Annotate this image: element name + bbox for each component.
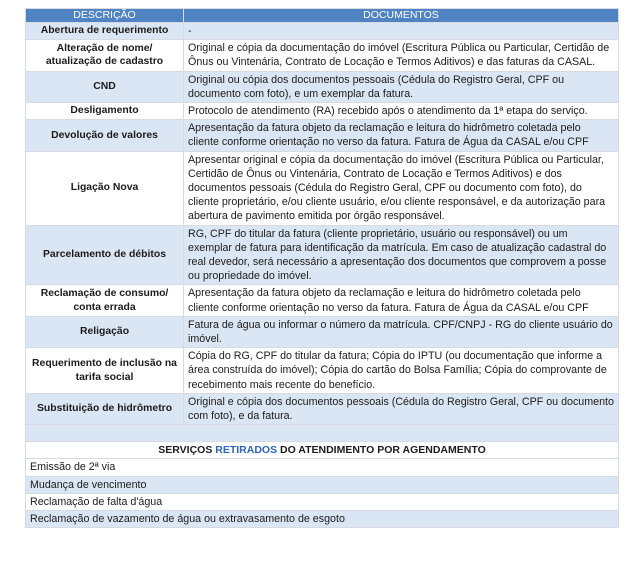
row-description: Ligação Nova	[26, 151, 184, 225]
row-documents: Original e cópia dos documentos pessoais (Cédula do Registro Geral, CPF ou documento com foto), e da fatura.	[184, 393, 619, 424]
row-documents: Protocolo de atendimento (RA) recebido após o atendimento da 1ª etapa do serviço.	[184, 103, 619, 120]
services-title-before: SERVIÇOS	[158, 444, 216, 457]
row-description: Abertura de requerimento	[26, 23, 184, 40]
row-documents: Apresentação da fatura objeto da reclamação e leitura do hidrômetro coletada pelo cliente conforme orientação no verso da fatura. Fatura de Água da CASAL e/ou CPF	[184, 285, 619, 316]
row-description: Parcelamento de débitos	[26, 225, 184, 285]
row-description: Alteração de nome/ atualização de cadastro	[26, 40, 184, 71]
service-row	[26, 476, 619, 493]
table-row	[26, 40, 619, 71]
header-documents: DOCUMENTOS	[184, 9, 619, 23]
table-row	[26, 151, 619, 225]
table-row	[26, 393, 619, 424]
table-row	[26, 23, 619, 40]
row-documents: Apresentação da fatura objeto da reclamação e leitura do hidrômetro coletada pelo cliente conforme orientação no verso da fatura. Fatura de Água da CASAL e/ou CPF	[184, 120, 619, 151]
row-documents: Original ou cópia dos documentos pessoais (Cédula do Registro Geral, CPF ou documento com foto), e um exemplar da fatura.	[184, 71, 619, 102]
service-item: Reclamação de vazamento de água ou extravasamento de esgoto	[26, 511, 619, 528]
row-description: Desligamento	[26, 103, 184, 120]
row-documents: Original e cópia da documentação do imóvel (Escritura Pública ou Particular, Certidão de Ônus ou Vintenária, Contrato de Locação e Termos Aditivos) e das faturas da CASAL.	[184, 40, 619, 71]
row-description: CND	[26, 71, 184, 102]
row-description: Religação	[26, 316, 184, 347]
service-item: Mudança de vencimento	[26, 476, 619, 493]
requirements-table	[25, 8, 619, 528]
table-row	[26, 120, 619, 151]
table-row	[26, 285, 619, 316]
services-title-after: DO ATENDIMENTO POR AGENDAMENTO	[277, 444, 486, 457]
row-description: Reclamação de consumo/ conta errada	[26, 285, 184, 316]
header-description: DESCRIÇÃO	[26, 9, 184, 23]
service-row	[26, 493, 619, 510]
service-item: Emissão de 2ª via	[26, 459, 619, 476]
row-documents: Fatura de água ou informar o número da matrícula. CPF/CNPJ - RG do cliente usuário do imóvel.	[184, 316, 619, 347]
service-item: Reclamação de falta d'água	[26, 493, 619, 510]
service-row	[26, 511, 619, 528]
table-row	[26, 316, 619, 347]
table-row	[26, 348, 619, 394]
services-title-highlight: RETIRADOS	[215, 444, 278, 457]
table-body	[26, 23, 619, 425]
spacer-cell	[26, 425, 619, 442]
row-documents: -	[184, 23, 619, 40]
row-documents: Cópia do RG, CPF do titular da fatura; Cópia do IPTU (ou documentação que informe a área construída do imóvel); Cópia do cartão do Bolsa Família; Cópia do comprovante de recebimento mais recente do benefício.	[184, 348, 619, 394]
row-description: Devolução de valores	[26, 120, 184, 151]
row-description: Requerimento de inclusão na tarifa social	[26, 348, 184, 394]
table-row	[26, 71, 619, 102]
table-header-row	[26, 9, 619, 23]
spacer-row	[26, 425, 619, 442]
row-description: Substituição de hidrômetro	[26, 393, 184, 424]
services-list	[26, 459, 619, 528]
row-documents: RG, CPF do titular da fatura (cliente proprietário, usuário ou responsável) ou um exemplar de fatura para identificação da matrícula. Em caso de atualização cadastral do real devedor, será necessário a apresentação dos documentos que comprovem a posse ou propriedade do imóvel.	[184, 225, 619, 285]
row-documents: Apresentar original e cópia da documentação do imóvel (Escritura Pública ou Particular, Certidão de Ônus ou Vintenária, Contrato de Locação e Termos Aditivos) e dos documentos pessoais (Cédula do Registro Geral, CPF ou documento com foto), do cliente proprietário, e/ou cliente usuário, e/ou cliente responsável, e da autorização para abertura de pavimento emitida por órgão responsável.	[184, 151, 619, 225]
table-row	[26, 225, 619, 285]
services-title-row	[26, 442, 619, 459]
services-title	[26, 442, 619, 459]
table-row	[26, 103, 619, 120]
service-row	[26, 459, 619, 476]
